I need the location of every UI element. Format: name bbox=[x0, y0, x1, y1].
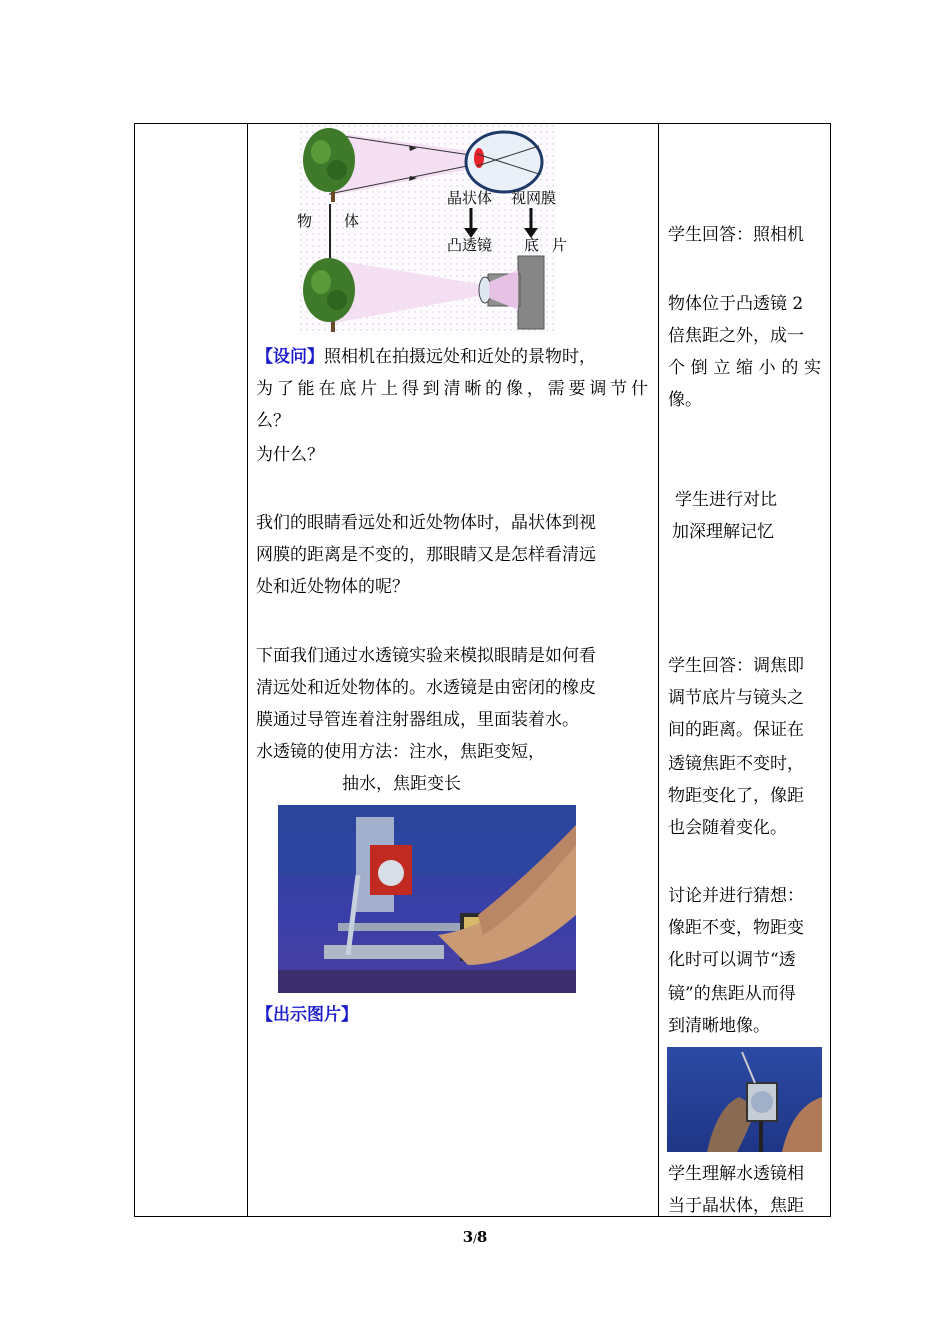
show-picture-tag: 【出示图片】 bbox=[256, 1005, 358, 1025]
answer-2-line-1: 物体位于凸透镜 2 bbox=[668, 294, 804, 314]
answer-3-line-2: 加深理解记忆 bbox=[672, 522, 774, 542]
answer-4-line-5: 物距变化了，像距 bbox=[668, 786, 804, 806]
page-number bbox=[0, 1228, 950, 1246]
question-line-3: 么？ bbox=[256, 411, 290, 431]
question-text-1: 照相机在拍摄远处和近处的景物时， bbox=[324, 347, 596, 367]
answer-6-line-1: 学生理解水透镜相 bbox=[668, 1164, 804, 1184]
page-total: 8 bbox=[476, 1228, 488, 1246]
question-line-1 bbox=[256, 341, 596, 373]
column-divider-1 bbox=[247, 124, 248, 1216]
usage-line-1: 水透镜的使用方法：注水，焦距变短， bbox=[256, 742, 545, 762]
water-lens-photo bbox=[278, 805, 576, 993]
column-divider-2 bbox=[658, 124, 659, 1216]
diagram-label-convex-lens: 凸透镜 bbox=[447, 236, 493, 254]
diagram-label-object-2: 体 bbox=[344, 212, 360, 230]
eye-camera-diagram bbox=[297, 124, 568, 334]
answer-4-line-2: 调节底片与镜头之 bbox=[668, 688, 804, 708]
answer-5-line-2: 像距不变，物距变 bbox=[668, 918, 804, 938]
answer-5-line-4: 镜”的焦距从而得 bbox=[668, 984, 796, 1004]
lens-line-1: 下面我们通过水透镜实验来模拟眼睛是如何看 bbox=[256, 646, 596, 666]
answer-4-line-1: 学生回答：调焦即 bbox=[668, 656, 804, 676]
eye-line-2: 网膜的距离是不变的，那眼睛又是怎样看清远 bbox=[256, 545, 596, 565]
diagram-label-crystalline-lens: 晶状体 bbox=[447, 189, 493, 207]
answer-3-line-1: 学生进行对比 bbox=[675, 490, 777, 510]
answer-2-line-4: 像。 bbox=[668, 390, 702, 410]
page-current: 3 bbox=[462, 1228, 474, 1246]
diagram-label-film-2: 片 bbox=[552, 236, 568, 254]
lens-line-3: 膜通过导管连着注射器组成，里面装着水。 bbox=[256, 710, 579, 730]
eye-line-1: 我们的眼睛看远处和近处物体时，晶状体到视 bbox=[256, 513, 596, 533]
answer-4-line-3: 间的距离。保证在 bbox=[668, 720, 804, 740]
answer-camera: 学生回答：照相机 bbox=[668, 225, 804, 245]
water-lens-closeup-photo bbox=[667, 1047, 822, 1152]
diagram-label-film-1: 底 bbox=[524, 236, 540, 254]
page-separator: / bbox=[473, 1232, 477, 1245]
diagram-label-retina: 视网膜 bbox=[511, 189, 557, 207]
answer-4-line-6: 也会随着变化。 bbox=[668, 818, 787, 838]
eye-line-3: 处和近处物体的呢？ bbox=[256, 577, 409, 597]
question-line-2: 为了能在底片上得到清晰的像，需要调节什 bbox=[256, 379, 648, 399]
usage-line-2: 抽水，焦距变长 bbox=[342, 774, 461, 794]
answer-6-line-2: 当于晶状体，焦距 bbox=[668, 1196, 804, 1216]
answer-5-line-1: 讨论并进行猜想： bbox=[668, 886, 804, 906]
answer-4-line-4: 透镜焦距不变时， bbox=[668, 754, 804, 774]
lens-line-2: 清远处和近处物体的。水透镜是由密闭的橡皮 bbox=[256, 678, 596, 698]
question-tag: 【设问】 bbox=[256, 347, 324, 367]
diagram-label-object-1: 物 bbox=[297, 212, 313, 230]
why-line: 为什么？ bbox=[256, 445, 324, 465]
answer-2-line-2: 倍焦距之外，成一 bbox=[668, 326, 804, 346]
answer-5-line-5: 到清晰地像。 bbox=[668, 1016, 770, 1036]
answer-5-line-3: 化时可以调节“透 bbox=[668, 950, 796, 970]
answer-2-line-3: 个倒立缩小的实 bbox=[668, 358, 821, 378]
